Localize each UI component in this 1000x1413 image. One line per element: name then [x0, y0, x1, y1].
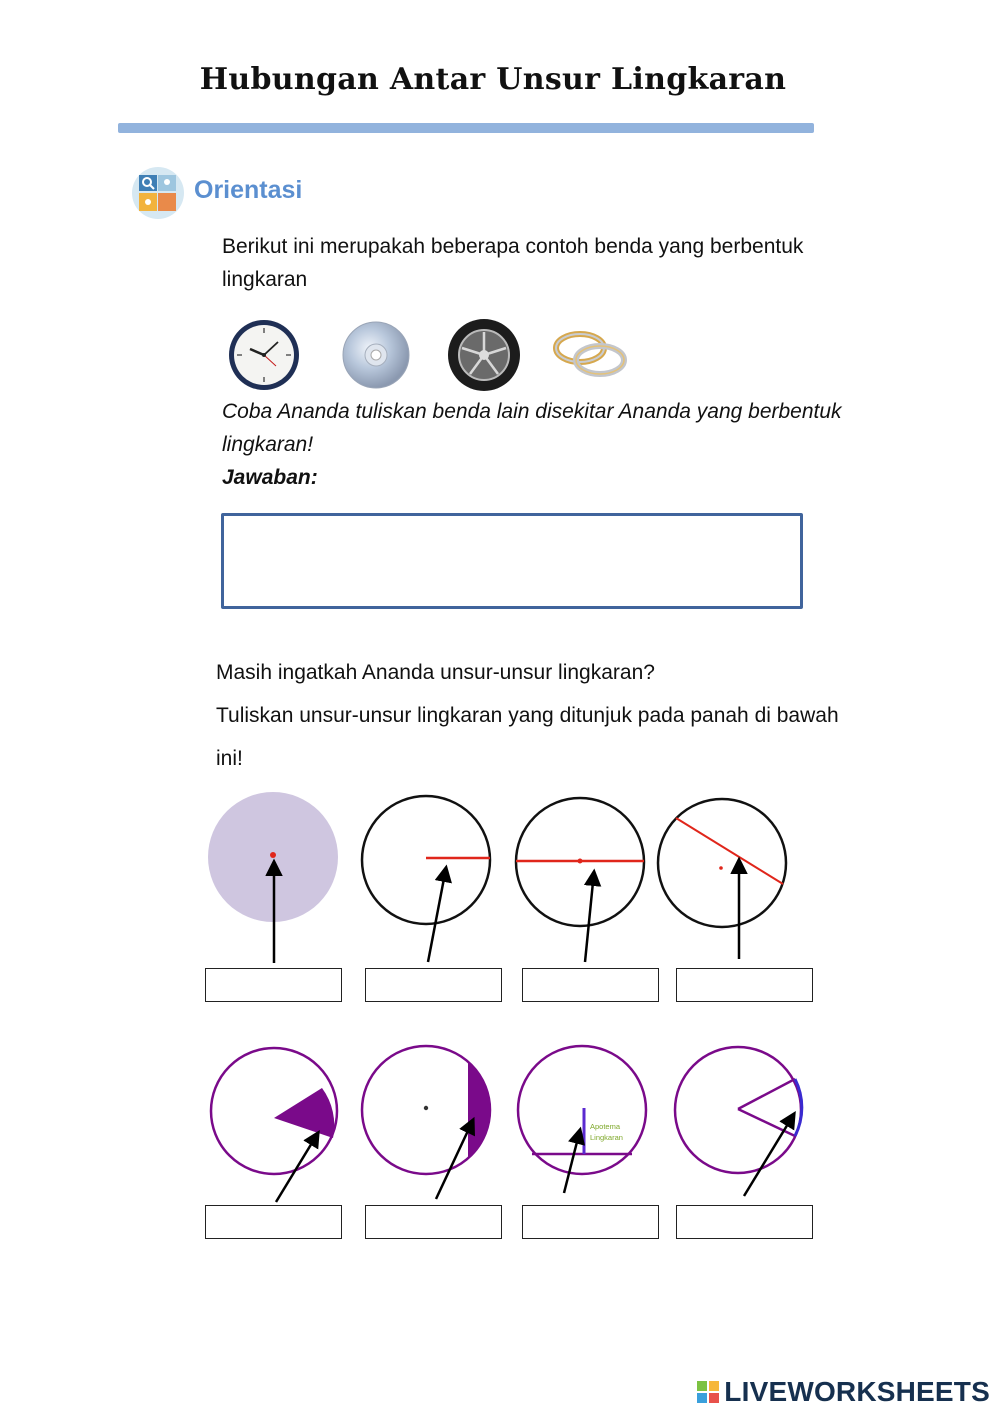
answer-label: Jawaban:	[222, 466, 318, 489]
circle-segment-diagram	[362, 1046, 490, 1199]
puzzle-icon	[131, 166, 185, 220]
question-2-line-1: Masih ingatkah Ananda unsur-unsur lingkaran?	[216, 661, 655, 684]
answer-box-center[interactable]	[205, 968, 342, 1002]
rings-icon	[550, 322, 632, 386]
cd-disc-icon	[341, 320, 411, 390]
car-wheel-icon	[447, 318, 521, 392]
question-2-line-2: Tuliskan unsur-unsur lingkaran yang ditunjuk pada panah di bawah	[216, 704, 839, 727]
answer-box-chord[interactable]	[676, 968, 813, 1002]
apothem-label-2: Lingkaran	[590, 1133, 623, 1142]
answer-box-radius[interactable]	[365, 968, 502, 1002]
question-1	[222, 395, 842, 494]
answer-box-segment[interactable]	[365, 1205, 502, 1239]
circle-diameter-diagram	[516, 798, 644, 962]
circle-elements-diagram	[195, 780, 835, 1260]
answer-box-diameter[interactable]	[522, 968, 659, 1002]
circle-radius-diagram	[362, 796, 490, 962]
circle-arc-diagram	[675, 1047, 802, 1196]
intro-line-2: lingkaran	[222, 268, 308, 291]
apothem-label-1: Apotema	[590, 1122, 621, 1131]
page-title: Hubungan Antar Unsur Lingkaran	[199, 62, 787, 97]
title-divider	[118, 123, 814, 133]
liveworksheets-brand[interactable]: LIVEWORKSHEETS	[724, 1376, 990, 1407]
section-title: Orientasi	[194, 176, 303, 204]
liveworksheets-logo-icon	[697, 1381, 719, 1403]
question-1-line-2: lingkaran!	[222, 433, 314, 456]
question-2-line-3: ini!	[216, 747, 243, 770]
answer-input-box[interactable]	[221, 513, 803, 609]
answer-box-apothem[interactable]	[522, 1205, 659, 1239]
circle-sector-diagram	[211, 1048, 337, 1202]
clock-icon	[224, 318, 304, 392]
circle-apothem-diagram	[518, 1046, 646, 1193]
intro-text	[222, 230, 803, 296]
question-1-line-1: Coba Ananda tuliskan benda lain disekitar Ananda yang berbentuk	[222, 400, 842, 423]
circle-center-diagram	[208, 792, 338, 963]
intro-line-1: Berikut ini merupakah beberapa contoh benda yang berbentuk	[222, 235, 804, 258]
answer-box-sector[interactable]	[205, 1205, 342, 1239]
answer-box-arc[interactable]	[676, 1205, 813, 1239]
circle-chord-diagram	[658, 799, 786, 959]
